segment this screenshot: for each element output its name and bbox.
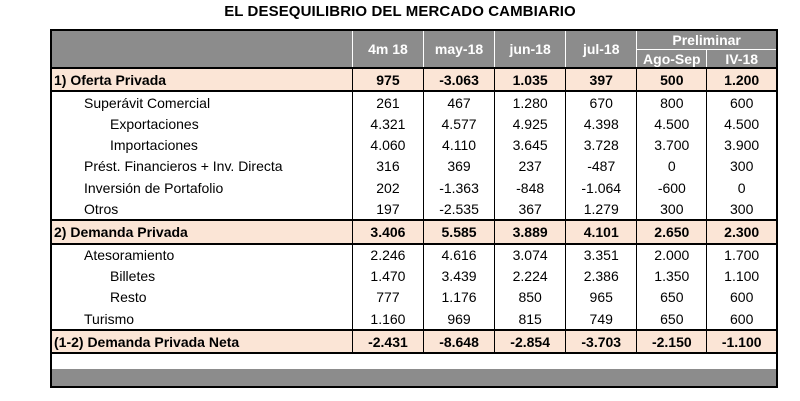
cell: 5.585 xyxy=(424,220,495,243)
cell: -1.100 xyxy=(707,330,776,353)
cell: 3.074 xyxy=(495,244,566,266)
row-label: Superávit Comercial xyxy=(52,91,352,113)
cell: 1.350 xyxy=(637,266,707,287)
cell: -3.063 xyxy=(424,68,495,91)
cell: 4.500 xyxy=(637,113,707,134)
cell: 815 xyxy=(495,308,566,330)
cell: 777 xyxy=(352,287,423,308)
row-label: 1) Oferta Privada xyxy=(52,68,352,91)
footer-bar xyxy=(52,369,776,386)
table-row-prestamos-financieros xyxy=(52,156,776,177)
table-row-atesoramiento xyxy=(52,244,776,266)
cell: 1.700 xyxy=(724,247,760,264)
cell: -1.363 xyxy=(424,177,495,198)
cell: 1.279 xyxy=(566,198,637,220)
cell: -1.064 xyxy=(566,177,637,198)
cell: 3.728 xyxy=(566,135,637,156)
table-row-demanda-privada xyxy=(52,220,776,243)
cell: 3.406 xyxy=(352,220,423,243)
table-row-billetes xyxy=(52,266,776,287)
row-label: Exportaciones xyxy=(52,113,352,134)
cell: 4.060 xyxy=(352,135,423,156)
cell: 600 xyxy=(730,94,754,111)
cell: 4.321 xyxy=(352,113,423,134)
row-label: Turismo xyxy=(52,308,352,330)
cell: 1.176 xyxy=(424,287,495,308)
row-label: (1-2) Demanda Privada Neta xyxy=(52,330,352,353)
cell: 397 xyxy=(566,68,637,91)
row-label: Importaciones xyxy=(52,135,352,156)
table-row-exportaciones xyxy=(52,113,776,134)
cell: 1.470 xyxy=(352,266,423,287)
table-row-resto xyxy=(52,287,776,308)
cell: 3.439 xyxy=(424,266,495,287)
cell: 3.645 xyxy=(495,135,566,156)
col-header-iv18: IV-18 xyxy=(707,50,776,69)
cell: 850 xyxy=(495,287,566,308)
cell: -487 xyxy=(566,156,637,177)
cell: 300 xyxy=(730,158,754,175)
cell: 2.650 xyxy=(637,220,707,243)
cell: 650 xyxy=(637,287,707,308)
cell: -2.535 xyxy=(424,198,495,220)
cell: 969 xyxy=(424,308,495,330)
table-row-inversion-portafolio xyxy=(52,177,776,198)
col-header-may18: may-18 xyxy=(424,31,495,68)
cell: 4.110 xyxy=(424,135,495,156)
cell: 0 xyxy=(737,179,746,196)
cell: 2.386 xyxy=(566,266,637,287)
cell: -2.150 xyxy=(637,330,707,353)
cell: 800 xyxy=(637,91,707,113)
cell: 975 xyxy=(352,68,423,91)
table-row-oferta-privada xyxy=(52,68,776,91)
cell: 4.616 xyxy=(424,244,495,266)
cell: 1.160 xyxy=(352,308,423,330)
table-frame xyxy=(50,29,778,388)
cell: -2.854 xyxy=(495,330,566,353)
header-blank xyxy=(52,31,352,68)
cell: -8.648 xyxy=(424,330,495,353)
cell: 300 xyxy=(730,200,754,217)
cell: 1.200 xyxy=(707,68,776,91)
cell: 1.035 xyxy=(495,68,566,91)
cell: 3.351 xyxy=(566,244,637,266)
cell: -600 xyxy=(637,177,707,198)
col-header-preliminar: Preliminar xyxy=(637,31,776,50)
cell: 650 xyxy=(637,308,707,330)
cell: 749 xyxy=(566,308,637,330)
cell: 316 xyxy=(352,156,423,177)
table-row-otros xyxy=(52,198,776,220)
table-row-superavit-comercial xyxy=(52,91,776,113)
cell: 197 xyxy=(352,198,423,220)
col-header-ago-sep: Ago-Sep xyxy=(637,50,707,69)
cell: -848 xyxy=(495,177,566,198)
row-label: Resto xyxy=(52,287,352,308)
cell: 500 xyxy=(637,68,707,91)
cell: 2.224 xyxy=(495,266,566,287)
row-label: Billetes xyxy=(52,266,352,287)
row-label: Prést. Financieros + Inv. Directa xyxy=(52,156,352,177)
cell: 1.100 xyxy=(724,268,760,285)
cell: 369 xyxy=(424,156,495,177)
cell: 3.900 xyxy=(724,137,760,154)
row-label: Atesoramiento xyxy=(52,244,352,266)
cell: -2.431 xyxy=(352,330,423,353)
cell: 367 xyxy=(495,198,566,220)
cell: 237 xyxy=(495,156,566,177)
cell: 600 xyxy=(730,310,754,327)
cell: 300 xyxy=(637,198,707,220)
cell: 261 xyxy=(352,91,423,113)
row-label: Otros xyxy=(52,198,352,220)
cell: 0 xyxy=(637,156,707,177)
data-table xyxy=(52,31,776,354)
cell: 467 xyxy=(424,91,495,113)
cell: 202 xyxy=(352,177,423,198)
cell: 2.246 xyxy=(352,244,423,266)
col-header-jul18: jul-18 xyxy=(566,31,637,68)
cell: 965 xyxy=(566,287,637,308)
cell: -3.703 xyxy=(566,330,637,353)
cell: 2.300 xyxy=(707,220,776,243)
table-row-demanda-neta xyxy=(52,330,776,353)
cell: 4.101 xyxy=(566,220,637,243)
page-title: EL DESEQUILIBRIO DEL MERCADO CAMBIARIO xyxy=(224,3,576,20)
cell: 1.280 xyxy=(495,91,566,113)
col-header-4m18: 4m 18 xyxy=(352,31,423,68)
cell: 670 xyxy=(566,91,637,113)
cell: 2.000 xyxy=(637,244,707,266)
cell: 3.700 xyxy=(637,135,707,156)
cell: 600 xyxy=(730,289,754,306)
cell: 3.889 xyxy=(495,220,566,243)
table-row-turismo xyxy=(52,308,776,330)
cell: 4.925 xyxy=(495,113,566,134)
row-label: Inversión de Portafolio xyxy=(52,177,352,198)
table-row-importaciones xyxy=(52,135,776,156)
row-label: 2) Demanda Privada xyxy=(52,220,352,243)
cell: 4.500 xyxy=(724,115,760,132)
cell: 4.577 xyxy=(424,113,495,134)
col-header-jun18: jun-18 xyxy=(495,31,566,68)
cell: 4.398 xyxy=(566,113,637,134)
